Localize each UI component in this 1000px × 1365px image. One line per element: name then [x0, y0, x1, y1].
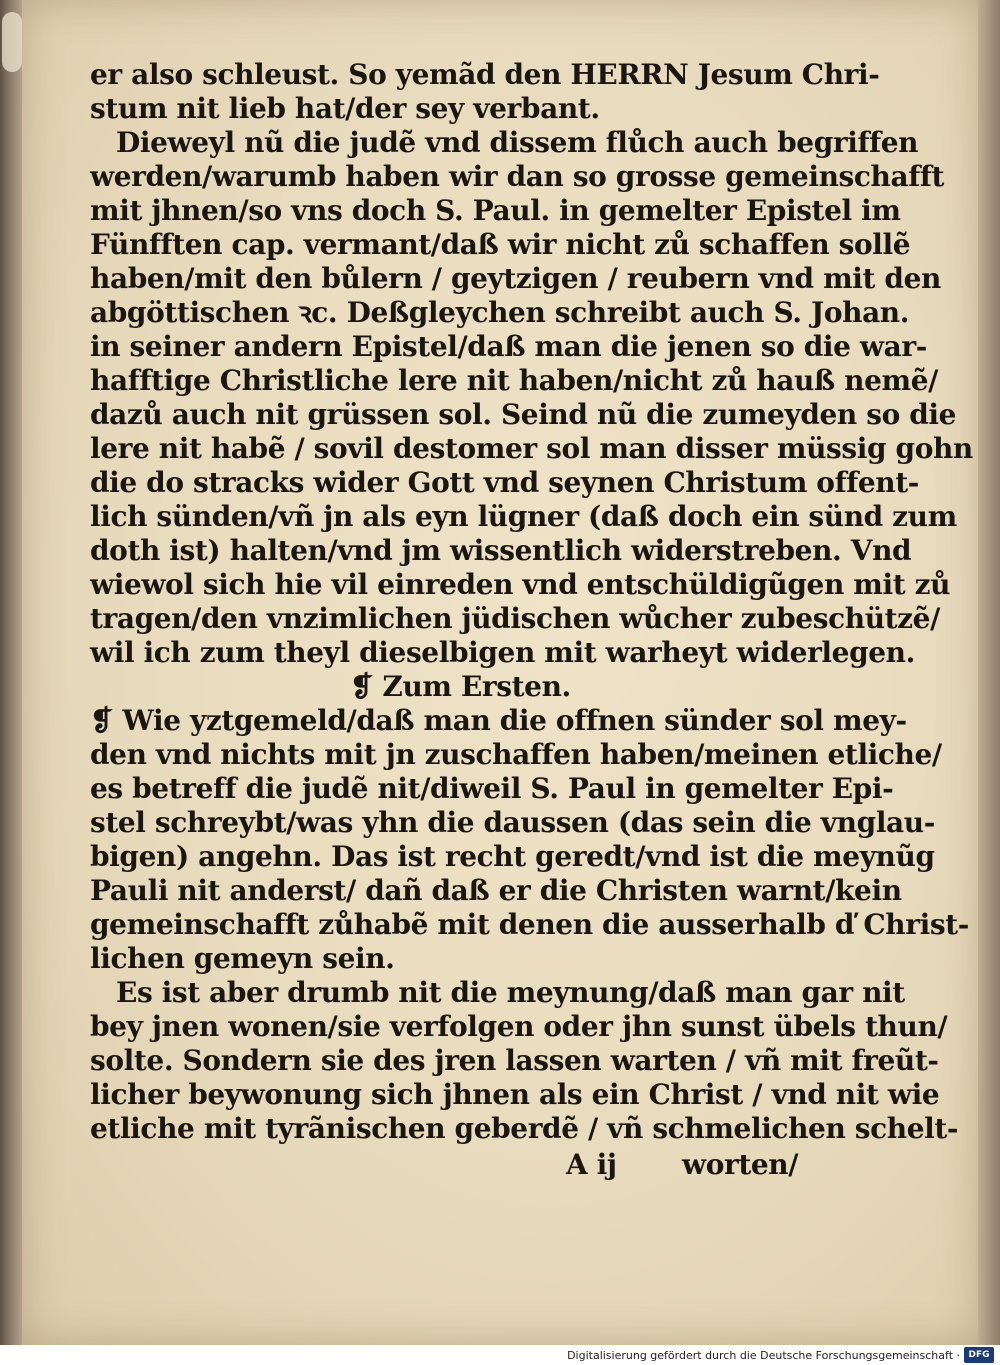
text-block [90, 58, 973, 1182]
text-line: Fünfften cap. vermant/daß wir nicht zů schaffen sollẽ [90, 228, 911, 261]
text-line: licher beywonung sich jhnen als ein Christ / vnd nit wie [90, 1078, 940, 1111]
signature-mark: A ij [566, 1148, 617, 1181]
page-right-edge [978, 0, 1000, 1345]
page-footer-line [90, 1148, 810, 1182]
catchword: worten/ [682, 1148, 799, 1181]
text-line: werden/warumb haben wir dan so grosse gemeinschafft [90, 160, 945, 193]
text-line: bigen) angehn. Das ist recht geredt/vnd ist die meynũg [90, 840, 935, 873]
text-line: Es ist aber drumb nit die meynung/daß man gar nit [116, 976, 905, 1009]
text-line: bey jnen wonen/sie verfolgen oder jhn sunst übels thun/ [90, 1010, 948, 1043]
text-line: ❡ Wie yztgemeld/daß man die offnen sünder sol mey- [90, 704, 907, 737]
text-line: wil ich zum theyl dieselbigen mit warheyt widerlegen. [90, 636, 915, 669]
text-line: in seiner andern Epistel/daß man die jenen so die war- [90, 330, 927, 363]
text-line: mit jhnen/so vns doch S. Paul. in gemelter Epistel im [90, 194, 901, 227]
text-line: lich sünden/vñ jn als eyn lügner (daß doch ein sünd zum [90, 500, 957, 533]
section-heading: ❡ Zum Ersten. [350, 670, 571, 703]
text-line: Dieweyl nũ die judẽ vnd dissem flůch auch begriffen [116, 126, 919, 159]
text-line: wiewol sich hie vil einreden vnd entschüldigũgen mit zů [90, 568, 951, 601]
book-spine-edge [0, 0, 24, 1345]
text-line: haben/mit den bůlern / geytzigen / reubern vnd mit den [90, 262, 941, 295]
text-line: lichen gemeyn sein. [90, 942, 395, 975]
text-line: gemeinschafft zůhabẽ mit denen die ausserhalb ď Christ- [90, 908, 969, 941]
text-line: dazů auch nit grüssen sol. Seind nũ die zumeyden so die [90, 398, 957, 431]
page-curl [2, 12, 22, 72]
text-line: doth ist) halten/vnd jm wissentlich widerstreben. Vnd [90, 534, 912, 567]
text-line: solte. Sondern sie des jren lassen warten / vñ mit freũt- [90, 1044, 939, 1077]
text-line: es betreff die judẽ nit/diweil S. Paul in gemelter Epi- [90, 772, 894, 805]
funding-credit: Digitalisierung gefördert durch die Deutsche Forschungsgemeinschaft · [567, 1349, 960, 1362]
text-line: den vnd nichts mit jn zuschaffen haben/meinen etliche/ [90, 738, 942, 771]
text-line: stel schreybt/was yhn die daussen (das sein die vnglau- [90, 806, 935, 839]
text-line: tragen/den vnzimlichen jüdischen wůcher zubeschützẽ/ [90, 602, 940, 635]
text-line: die do stracks wider Gott vnd seynen Christum offent- [90, 466, 919, 499]
text-line: stum nit lieb hat/der sey verbant. [90, 92, 600, 125]
text-line: abgöttischen ꝛc. Deßgleychen schreibt auch S. Johan. [90, 296, 910, 329]
dfg-logo: DFG [964, 1347, 994, 1363]
text-line: etliche mit tyrãnischen geberdẽ / vñ schmelichen schelt- [90, 1112, 959, 1145]
text-line: lere nit habẽ / sovil destomer sol man disser müssig gohn [90, 432, 973, 465]
text-line: er also schleust. So yemãd den HERRN Jesum Chri- [90, 58, 880, 91]
text-line: Pauli nit anderst/ dañ daß er die Christen warnt/kein [90, 874, 902, 907]
text-line: hafftige Christliche lere nit haben/nicht zů hauß nemẽ/ [90, 364, 938, 397]
